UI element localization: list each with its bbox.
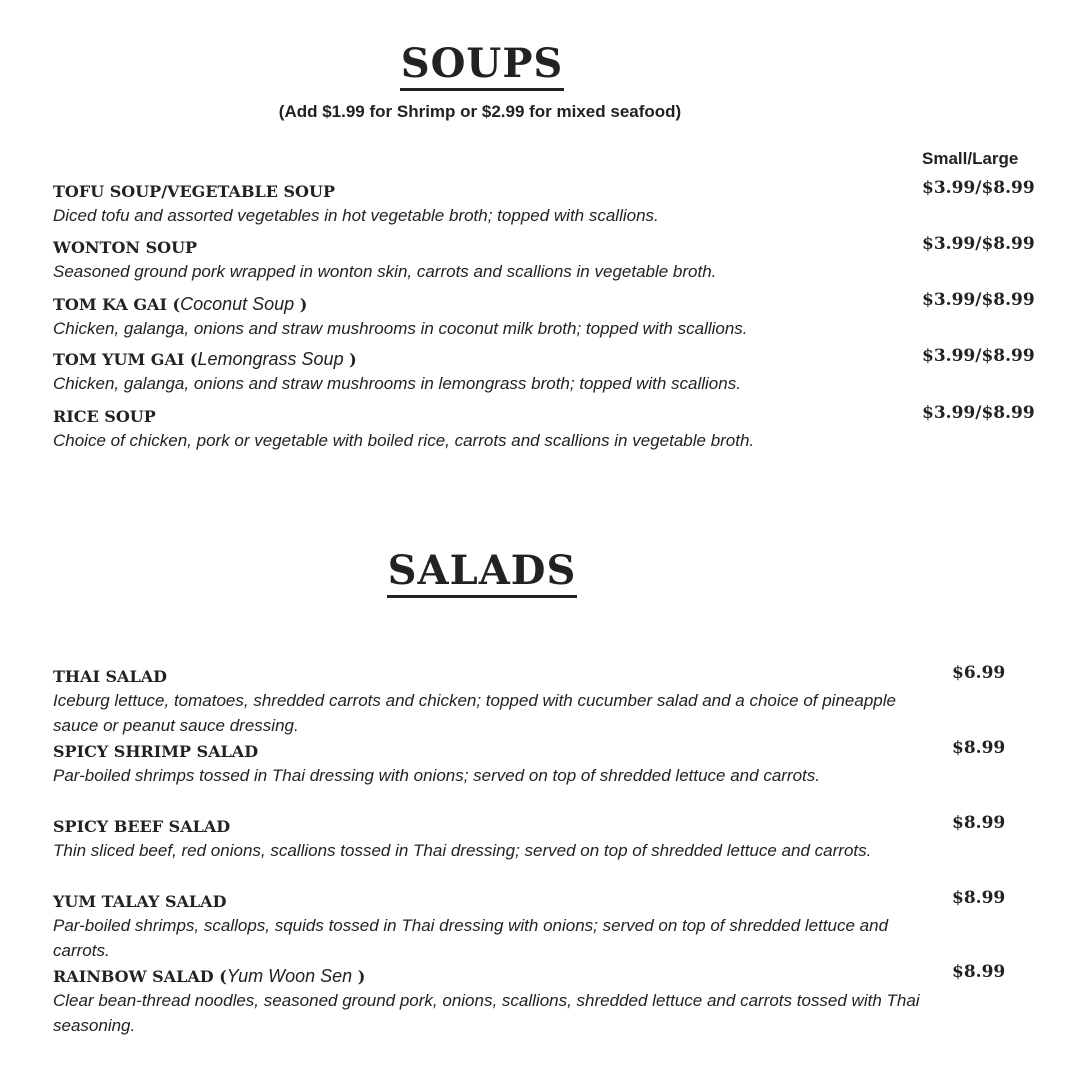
soups-title: SOUPS (0, 40, 964, 91)
salad-item-price: $8.99 (952, 738, 1006, 758)
salad-item-description: Par-boiled shrimps, scallops, squids tossed in Thai dressing with onions; served on top of shredded lettuce and carrots. (53, 916, 889, 960)
salad-item-name: THAI SALAD (53, 667, 167, 686)
soup-item-name: WONTON SOUP (53, 238, 198, 257)
soup-item-description: Chicken, galanga, onions and straw mushrooms in coconut milk broth; topped with scallions. (53, 319, 748, 338)
salad-item-description: Par-boiled shrimps tossed in Thai dressing with onions; served on top of shredded lettuce and carrots. (53, 766, 820, 785)
soups-seafood-note: (Add $1.99 for Shrimp or $2.99 for mixed seafood) (278, 102, 682, 121)
salad-item (53, 964, 923, 1038)
soup-item (53, 292, 748, 341)
soup-item (53, 347, 741, 396)
soup-item-description: Diced tofu and assorted vegetables in hot vegetable broth; topped with scallions. (53, 206, 659, 225)
soup-item (53, 180, 659, 228)
salad-item (53, 740, 923, 788)
soup-item-name: TOM YUM GAI (Lemongrass Soup ) (53, 349, 357, 369)
soup-item-name: TOFU SOUP/VEGETABLE SOUP (53, 182, 335, 201)
salad-item-name: RAINBOW SALAD (Yum Woon Sen ) (53, 966, 366, 986)
salad-item-description: Clear bean-thread noodles, seasoned ground pork, onions, scallions, shredded lettuce and carrots tossed with Thai seasoning. (53, 991, 920, 1035)
soup-item-price: $3.99/$8.99 (922, 178, 1035, 198)
salad-item-price: $8.99 (952, 813, 1006, 833)
soup-item-price: $3.99/$8.99 (922, 403, 1035, 423)
salad-item-price: $6.99 (952, 663, 1006, 683)
salad-item (53, 890, 923, 963)
salads-title: SALADS (0, 547, 964, 598)
salad-item-description: Iceburg lettuce, tomatoes, shredded carrots and chicken; topped with cucumber salad and a choice of pineapple sauce or peanut sauce dressing. (53, 691, 896, 735)
salad-item (53, 665, 923, 738)
salad-item-price: $8.99 (952, 888, 1006, 908)
soup-item-price: $3.99/$8.99 (922, 346, 1035, 366)
soup-item-description: Chicken, galanga, onions and straw mushrooms in lemongrass broth; topped with scallions. (53, 374, 741, 393)
salad-item (53, 815, 923, 863)
salad-item-name: SPICY SHRIMP SALAD (53, 742, 259, 761)
soup-item-description: Choice of chicken, pork or vegetable with boiled rice, carrots and scallions in vegetable broth. (53, 431, 755, 450)
salad-item-price: $8.99 (952, 962, 1006, 982)
salad-item-name: YUM TALAY SALAD (53, 892, 227, 911)
soup-item-name: TOM KA GAI (Coconut Soup ) (53, 294, 308, 314)
soups-price-header: Small/Large (922, 149, 1019, 168)
salad-item-name: SPICY BEEF SALAD (53, 817, 231, 836)
soup-item (53, 405, 754, 453)
soup-item-name: RICE SOUP (53, 407, 156, 426)
soup-item-description: Seasoned ground pork wrapped in wonton skin, carrots and scallions in vegetable broth. (53, 262, 717, 281)
soup-item-price: $3.99/$8.99 (922, 290, 1035, 310)
salad-item-description: Thin sliced beef, red onions, scallions tossed in Thai dressing; served on top of shredded lettuce and carrots. (53, 841, 872, 860)
soup-item-price: $3.99/$8.99 (922, 234, 1035, 254)
soup-item (53, 236, 716, 284)
